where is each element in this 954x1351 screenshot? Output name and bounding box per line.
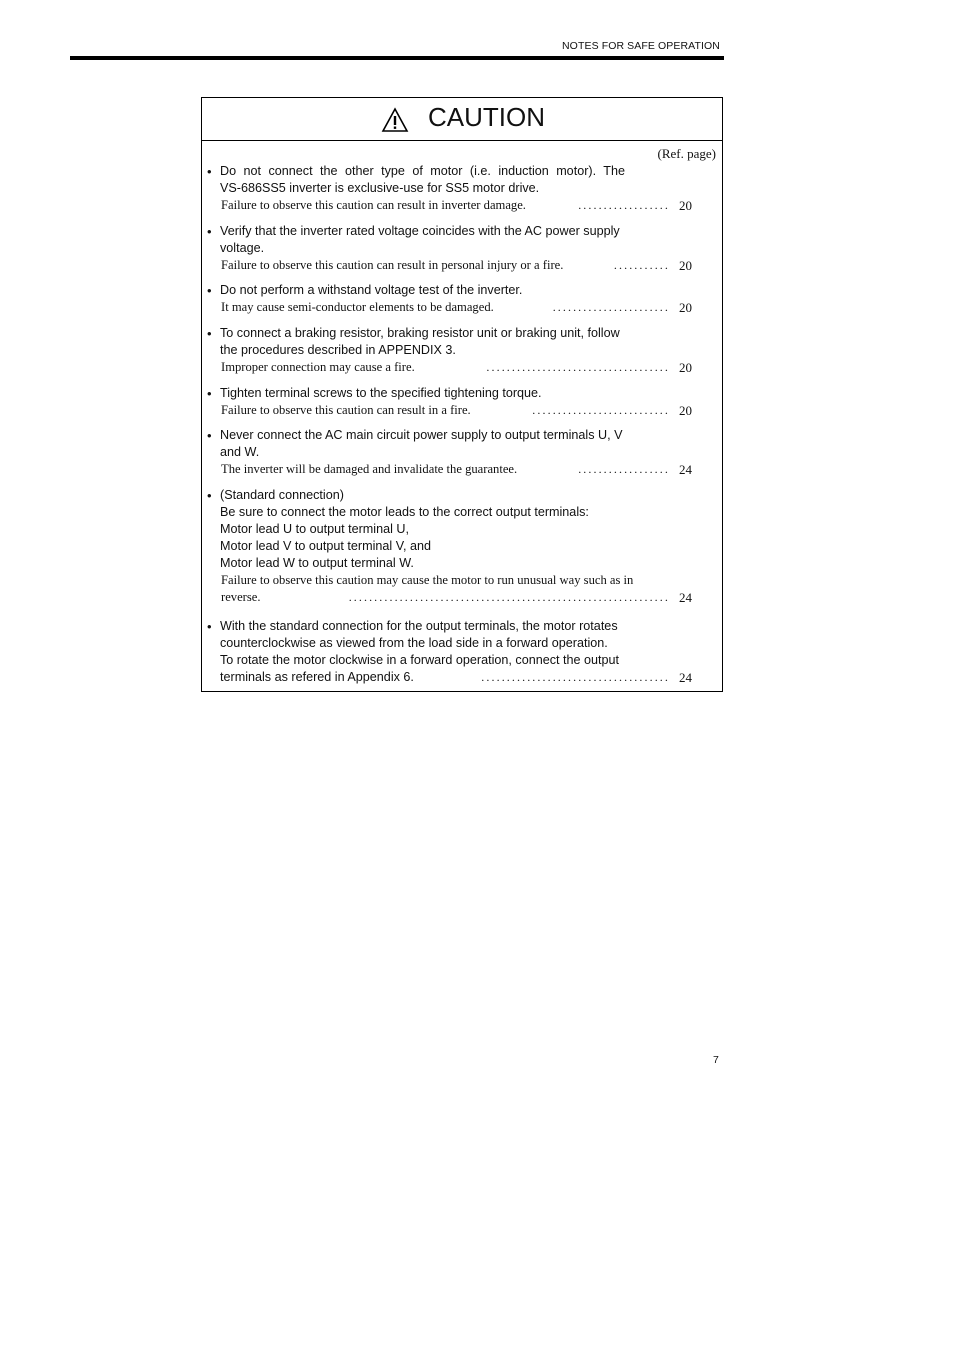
item-text-line: To rotate the motor clockwise in a forward operation, connect the output xyxy=(220,653,620,667)
item-text-line: counterclockwise as viewed from the load side in a forward operation. xyxy=(220,636,608,650)
dot-leader: .................................... xyxy=(486,360,670,374)
item-note: Failure to observe this caution can result in a fire. xyxy=(221,403,471,417)
bullet: • xyxy=(207,326,212,341)
dot-leader: ..................................... xyxy=(481,670,670,684)
item-text-line: To connect a braking resistor, braking resistor unit or braking unit, follow xyxy=(220,326,620,340)
caution-title: CAUTION xyxy=(428,102,545,132)
ref-page-label: (Ref. page) xyxy=(657,146,716,161)
ref-page-number: 20 xyxy=(679,300,692,315)
item-text-line: Tighten terminal screws to the specified tightening torque. xyxy=(220,386,542,400)
bullet: • xyxy=(207,283,212,298)
warning-triangle-icon xyxy=(381,107,409,133)
item-note: Failure to observe this caution can result in personal injury or a fire. xyxy=(221,258,564,272)
caution-box xyxy=(201,97,723,692)
item-text-line: Motor lead V to output terminal V, and xyxy=(220,539,431,553)
ref-page-number: 20 xyxy=(679,198,692,213)
item-text-line: Motor lead U to output terminal U, xyxy=(220,522,409,536)
item-note: The inverter will be damaged and invalidate the guarantee. xyxy=(221,462,518,476)
ref-page-number: 20 xyxy=(679,360,692,375)
item-text-line: and W. xyxy=(220,445,260,459)
page-number: 7 xyxy=(713,1054,719,1066)
dot-leader: ....................... xyxy=(552,300,670,314)
header-section-title: NOTES FOR SAFE OPERATION xyxy=(562,40,720,52)
dot-leader: .................. xyxy=(578,198,670,212)
item-text-line: terminals as refered in Appendix 6. xyxy=(220,670,414,684)
ref-page-number: 24 xyxy=(679,670,692,685)
item-text-line: Be sure to connect the motor leads to the correct output terminals: xyxy=(220,505,589,519)
item-text-line: Verify that the inverter rated voltage coincides with the AC power supply xyxy=(220,224,620,238)
item-text-line: Motor lead W to output terminal W. xyxy=(220,556,414,570)
item-text-line: voltage. xyxy=(220,241,265,255)
item-note: Failure to observe this caution may cause the motor to run unusual way such as in xyxy=(221,573,634,587)
ref-page-number: 24 xyxy=(679,590,692,605)
item-note: reverse. xyxy=(221,590,261,604)
caution-title-bar xyxy=(202,98,722,141)
dot-leader: ............................................................... xyxy=(348,590,670,604)
item-text-line: Do not connect the other type of motor (i.e. induction motor). The xyxy=(220,164,625,178)
bullet: • xyxy=(207,428,212,443)
header-rule xyxy=(70,56,724,60)
bullet: • xyxy=(207,386,212,401)
item-note: It may cause semi-conductor elements to be damaged. xyxy=(221,300,494,314)
dot-leader: ........................... xyxy=(532,403,670,417)
dot-leader: .................. xyxy=(578,462,670,476)
item-text-line: With the standard connection for the output terminals, the motor rotates xyxy=(220,619,618,633)
item-text-line: the procedures described in APPENDIX 3. xyxy=(220,343,456,357)
ref-page-number: 20 xyxy=(679,403,692,418)
item-text-line: Never connect the AC main circuit power supply to output terminals U, V xyxy=(220,428,623,442)
item-text-line: Do not perform a withstand voltage test of the inverter. xyxy=(220,283,523,297)
ref-page-number: 20 xyxy=(679,258,692,273)
bullet: • xyxy=(207,224,212,239)
dot-leader: ........... xyxy=(613,258,670,272)
bullet: • xyxy=(207,488,212,503)
item-note: Improper connection may cause a fire. xyxy=(221,360,415,374)
ref-page-number: 24 xyxy=(679,462,692,477)
item-text-line: VS-686SS5 inverter is exclusive-use for SS5 motor drive. xyxy=(220,181,540,195)
bullet: • xyxy=(207,164,212,179)
bullet: • xyxy=(207,619,212,634)
item-note: Failure to observe this caution can result in inverter damage. xyxy=(221,198,526,212)
item-text-line: (Standard connection) xyxy=(220,488,344,502)
